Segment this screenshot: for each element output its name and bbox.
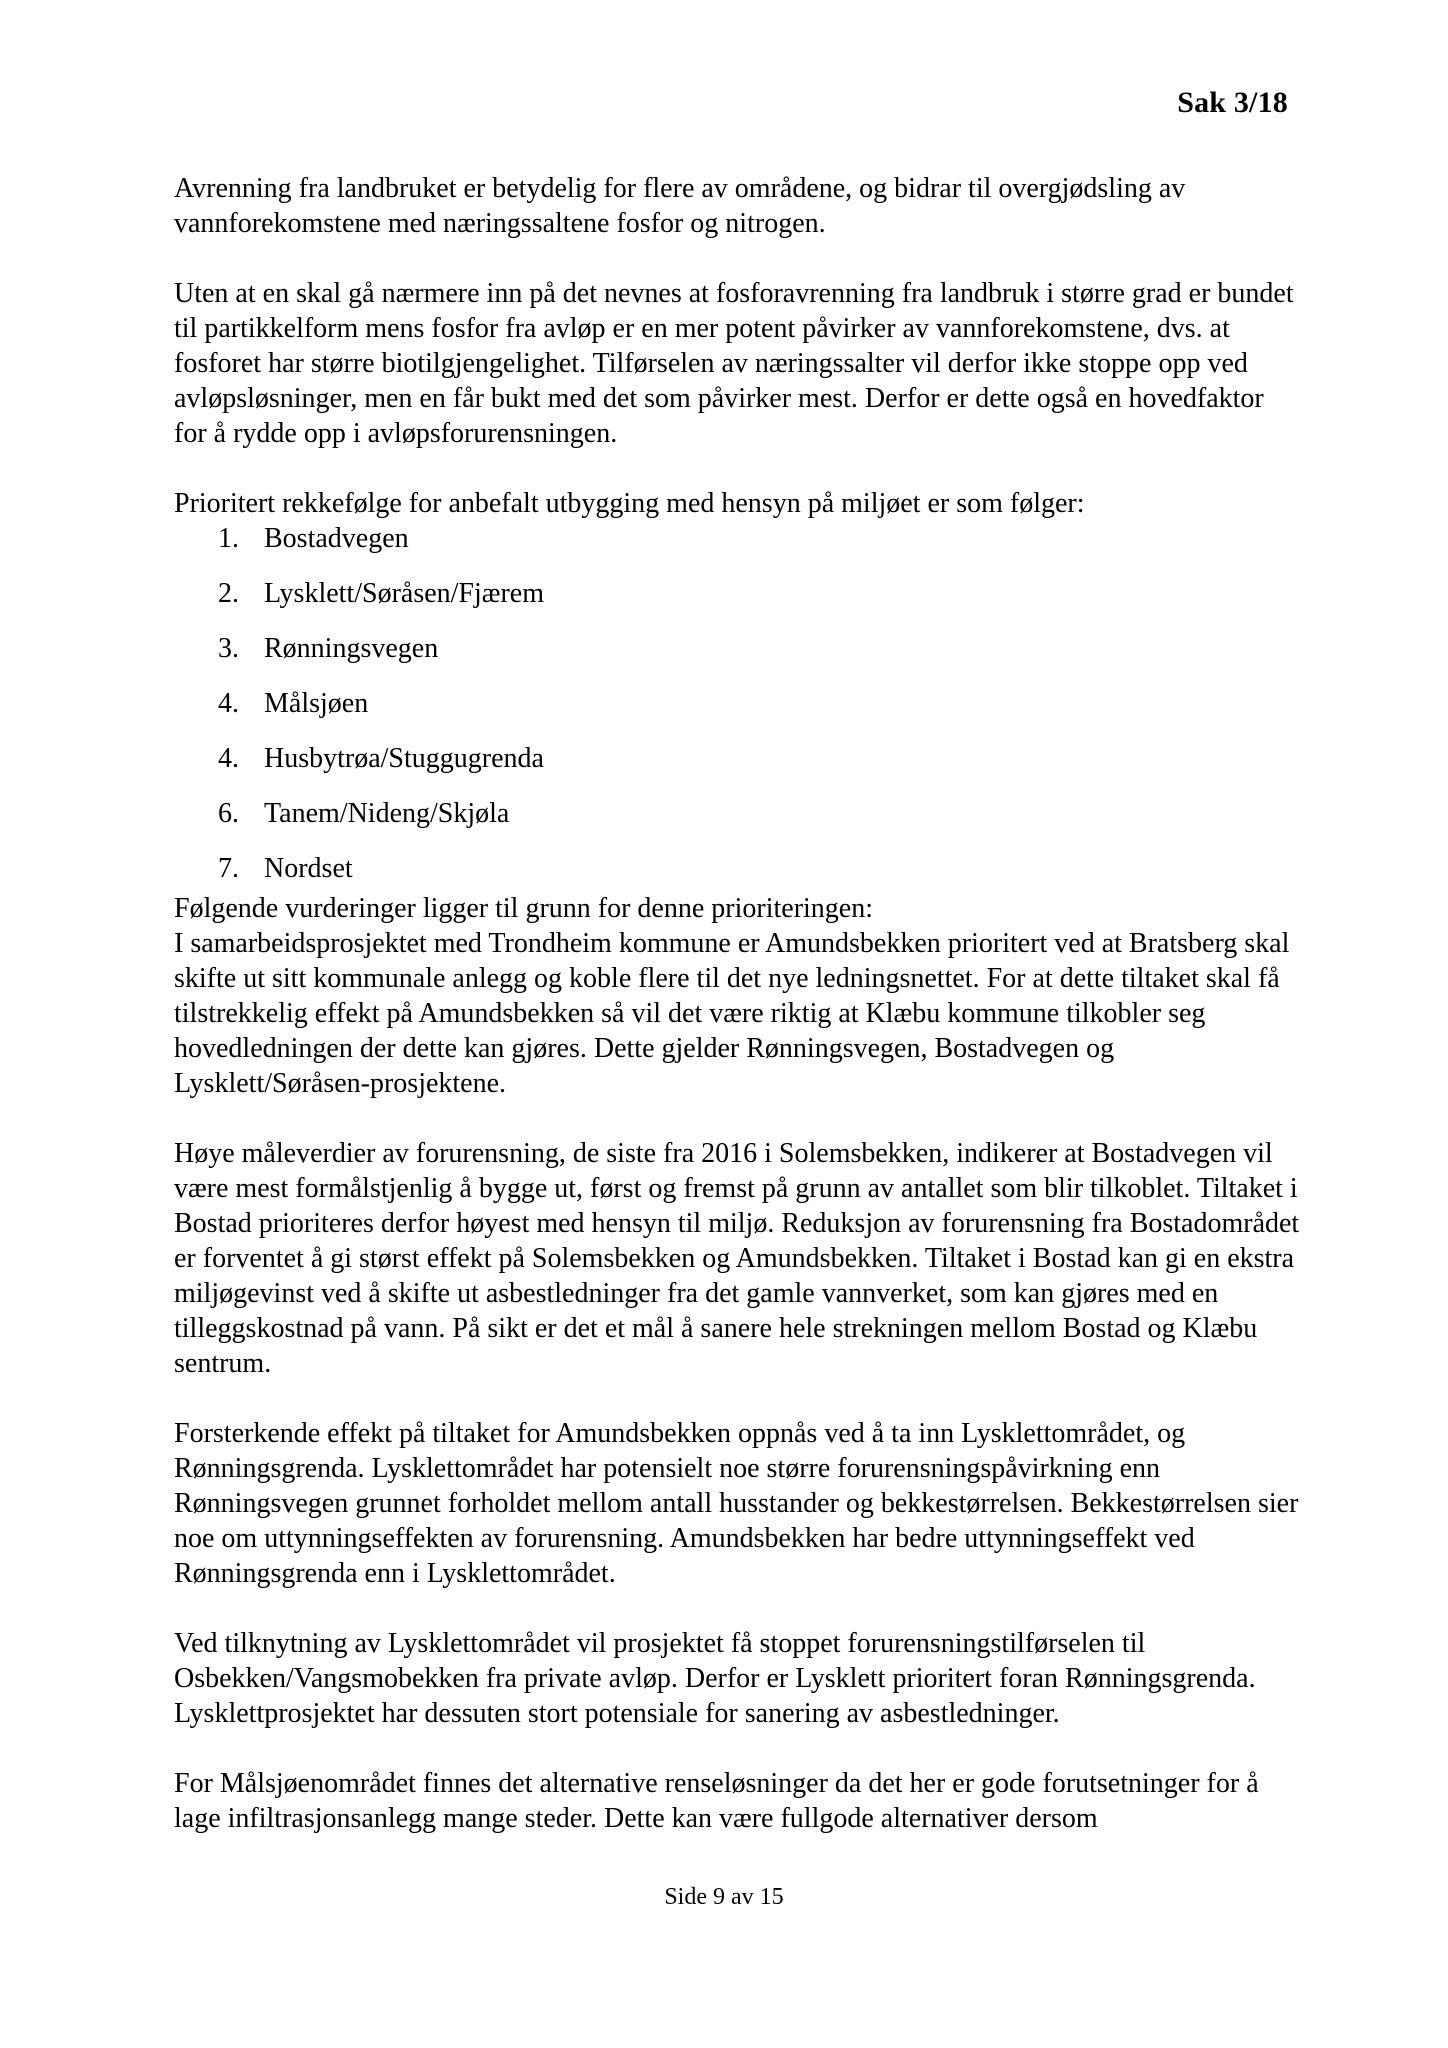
list-item-label: Bostadvegen	[264, 523, 409, 554]
paragraph-amundsbekken: Forsterkende effekt på tiltaket for Amundsbekken oppnås ved å ta inn Lysklettområdet, og Rønningsgrenda. Lysklettområdet har potensielt noe større forurensningspåvirkning enn Rønningsvegen grunnet forholdet mellom antall husstander og bekkestørrelsen. Bekkestørrelsen sier noe om uttynningseffekten av forurensning. Amundsbekken har bedre uttynningseffekt ved Rønningsgrenda enn i Lysklettområdet.	[174, 1418, 1299, 1589]
list-item	[174, 521, 1302, 576]
list-item-label: Husbytrøa/Stuggugrenda	[264, 743, 544, 774]
list-item-number: 7.	[218, 853, 239, 884]
list-item	[174, 741, 1302, 796]
list-item-number: 4.	[218, 743, 239, 774]
list-item-label: Målsjøen	[264, 688, 369, 719]
list-item	[174, 851, 1302, 891]
paragraph-lysklett: Ved tilknytning av Lysklettområdet vil prosjektet få stoppet forurensningstilførselen til Osbekken/Vangsmobekken fra private avløp. Derfor er Lysklett prioritert foran Rønningsgrenda. Lysklettprosjektet har dessuten stort potensiale for sanering av asbestledninger.	[174, 1628, 1256, 1729]
paragraph-fosfor: Uten at en skal gå nærmere inn på det nevnes at fosforavrenning fra landbruk i større grad er bundet til partikkelform mens fosfor fra avløp er en mer potent påvirker av vannforekomstene, dvs. at fosforet har større biotilgjengelighet. Tilførselen av næringssalter vil derfor ikke stoppe opp ved avløpsløsninger, men en får bukt med det som påvirker mest. Derfor er dette også en hovedfaktor for å rydde opp i avløpsforurensningen.	[174, 278, 1294, 449]
list-item-number: 6.	[218, 798, 239, 829]
list-item-label: Nordset	[264, 853, 353, 884]
list-item-label: Tanem/Nideng/Skjøla	[264, 798, 510, 829]
list-item-number: 2.	[218, 578, 239, 609]
paragraph-bostadvegen: Høye måleverdier av forurensning, de siste fra 2016 i Solemsbekken, indikerer at Bostadvegen vil være mest formålstjenlig å bygge ut, først og fremst på grunn av antallet som blir tilkoblet. Tiltaket i Bostad prioriteres derfor høyest med hensyn til miljø. Reduksjon av forurensning fra Bostadområdet er forventet å gi størst effekt på Solemsbekken og Amundsbekken. Tiltaket i Bostad kan gi en ekstra miljøgevinst ved å skifte ut asbestledninger fra det gamle vannverket, som kan gjøres med en tilleggskostnad på vann. På sikt er det et mål å sanere hele strekningen mellom Bostad og Klæbu sentrum.	[174, 1138, 1300, 1379]
priority-list-intro: Prioritert rekkefølge for anbefalt utbygging med hensyn på miljøet er som følger:	[174, 488, 1085, 519]
list-item	[174, 686, 1302, 741]
case-reference: Sak 3/18	[1177, 86, 1288, 119]
paragraph-landbruk-avrenning: Avrenning fra landbruket er betydelig for flere av områdene, og bidrar til overgjødsling av vannforekomstene med næringssaltene fosfor og nitrogen.	[174, 173, 1186, 239]
list-item-number: 4.	[218, 688, 239, 719]
paragraph-malsjoen: For Målsjøenområdet finnes det alternative renseløsninger da det her er gode forutsetninger for å lage infiltrasjonsanlegg mange steder. Dette kan være fullgode alternativer dersom	[174, 1768, 1259, 1834]
document-body	[174, 171, 1302, 1836]
page-number: Side 9 av 15	[664, 1884, 784, 1910]
priority-list	[174, 521, 1302, 891]
list-item-label: Rønningsvegen	[264, 633, 439, 664]
list-item-number: 3.	[218, 633, 239, 664]
list-item-number: 1.	[218, 523, 239, 554]
paragraph-samarbeid-trondheim: I samarbeidsprosjektet med Trondheim kommune er Amundsbekken prioritert ved at Bratsberg skal skifte ut sitt kommunale anlegg og koble flere til det nye ledningsnettet. For at dette tiltaket skal få tilstrekkelig effekt på Amundsbekken så vil det være riktig at Klæbu kommune tilkobler seg hovedledningen der dette kan gjøres. Dette gjelder Rønningsvegen, Bostadvegen og Lysklett/Søråsen-prosjektene.	[174, 928, 1290, 1099]
list-item-label: Lysklett/Søråsen/Fjærem	[264, 578, 544, 609]
list-item	[174, 796, 1302, 851]
list-item	[174, 631, 1302, 686]
list-item	[174, 576, 1302, 631]
assessment-intro: Følgende vurderinger ligger til grunn for denne prioriteringen:	[174, 893, 874, 924]
